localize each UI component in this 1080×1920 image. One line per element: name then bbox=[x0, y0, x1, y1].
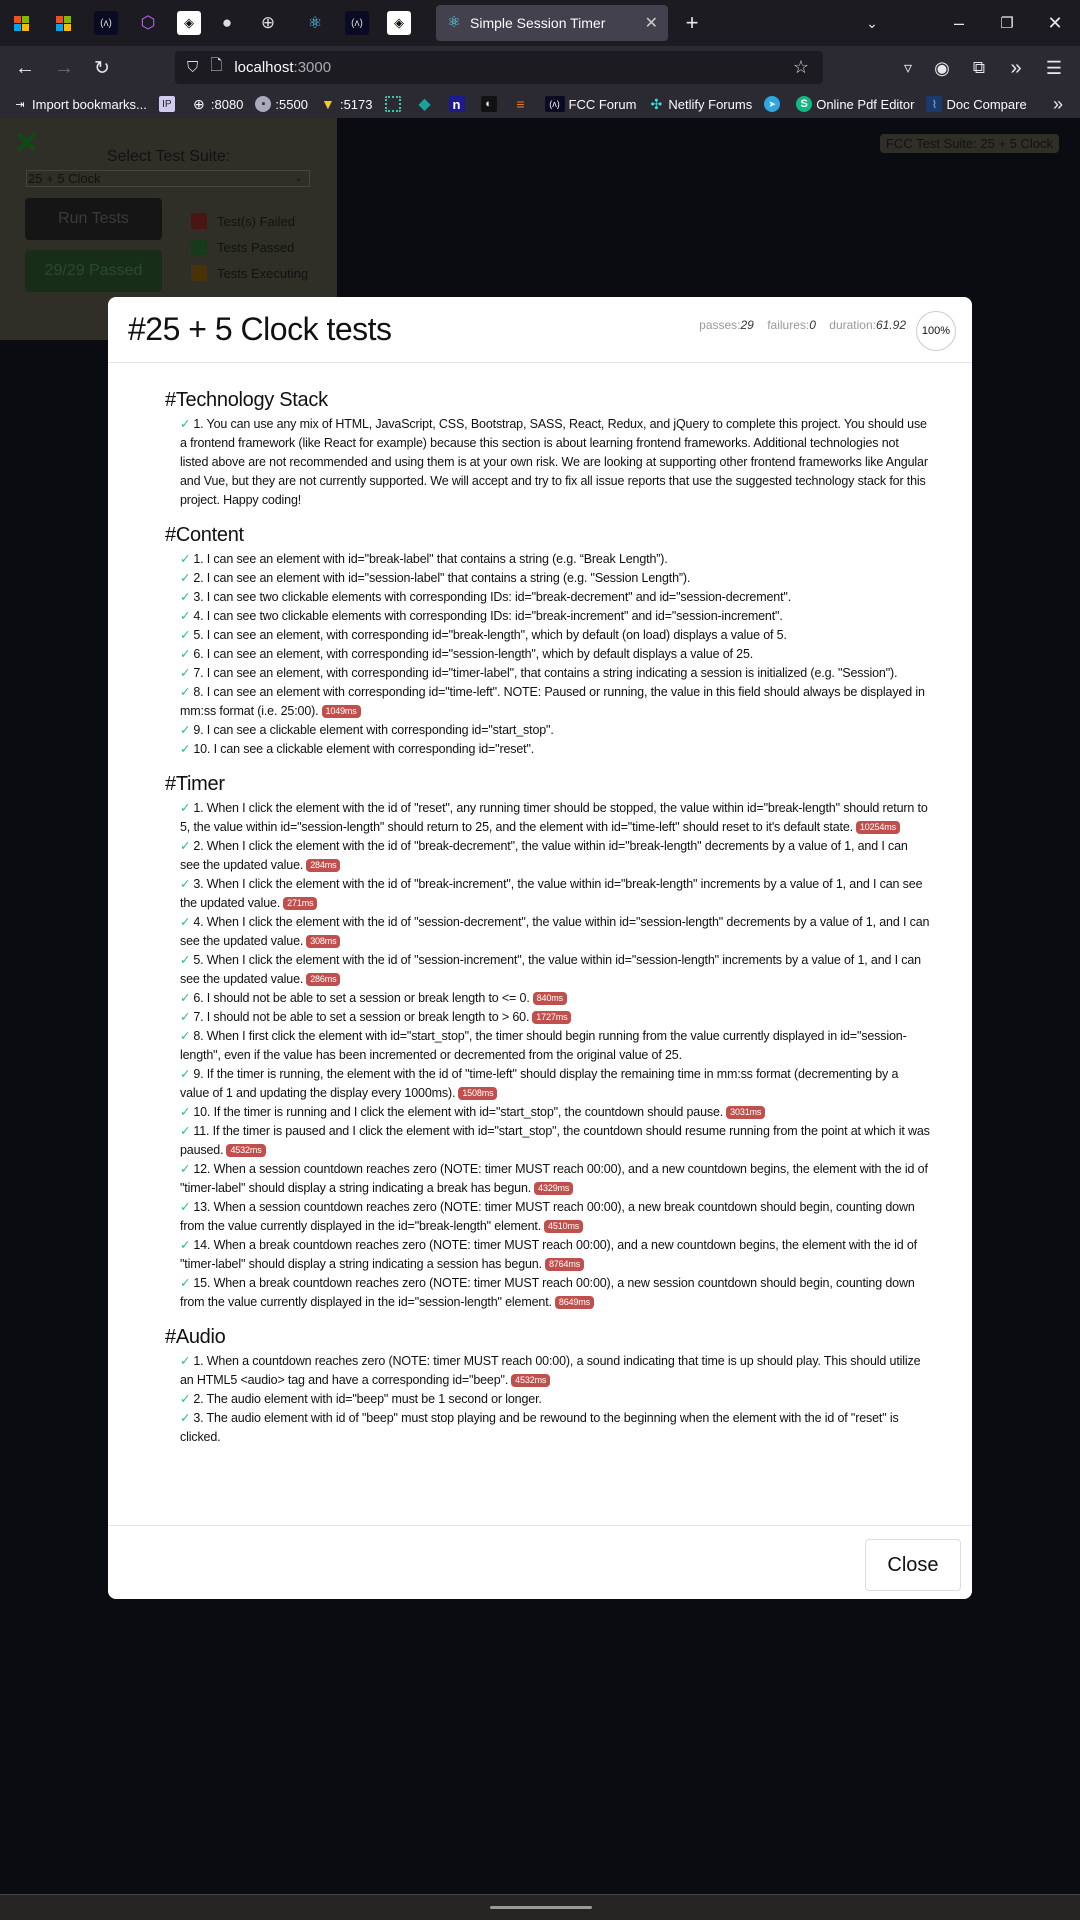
puzzle-icon: ⧉ bbox=[972, 58, 986, 77]
check-icon: ✓ bbox=[180, 801, 191, 815]
legend-swatch bbox=[191, 213, 207, 229]
restore-icon: ❐ bbox=[1000, 15, 1014, 32]
pinned-tab-react[interactable] bbox=[303, 11, 327, 35]
test-text: 11. If the timer is paused and I click the element with id="start_stop", the countdown should resume running from the point at which it was paused. bbox=[180, 1124, 930, 1157]
bookmark-label: Netlify Forums bbox=[668, 96, 753, 112]
bookmark-import[interactable] bbox=[12, 96, 147, 112]
test-text: 15. When a break countdown reaches zero (NOTE: timer MUST reach 00:00), a new session countdown should begin, counting down from the value currently displayed in the id="session-length" element. bbox=[180, 1276, 915, 1309]
test-item bbox=[165, 721, 930, 740]
duration-badge: 271ms bbox=[283, 897, 317, 910]
bookmark-label: :5173 bbox=[339, 96, 373, 112]
bookmark-8080[interactable] bbox=[191, 96, 244, 112]
test-text: 10. I can see a clickable element with corresponding id="reset". bbox=[193, 742, 535, 756]
new-tab-button[interactable] bbox=[680, 11, 704, 35]
legend-failed bbox=[191, 213, 295, 229]
test-item bbox=[165, 1352, 930, 1390]
check-icon: ✓ bbox=[180, 666, 191, 680]
test-text: 1. You can use any mix of HTML, JavaScript, CSS, Bootstrap, SASS, React, Redux, and jQuery to complete this project. You should use a frontend framework (like React for example) because this section is about learning frontend frameworks. Additional technologies not listed above are not recommended and using them is at your own risk. We are looking at supporting other frontend frameworks like Angular and Vue, but they are not currently supported. We will accept and try to fix all issue reports that use the suggested technology stack for this project. Happy coding! bbox=[180, 417, 928, 507]
test-section bbox=[165, 524, 930, 759]
n-icon: n bbox=[449, 96, 465, 112]
test-text: 2. When I click the element with the id of "break-decrement", the value within id="break-length" decrements by a value of 1, and I can see the updated value. bbox=[180, 839, 908, 872]
test-text: 7. I can see an element, with corresponding id="timer-label", that contains a string indicating a session is initialized (e.g. "Session"). bbox=[193, 666, 898, 680]
test-item bbox=[165, 1236, 930, 1274]
minimize-icon: – bbox=[953, 12, 964, 33]
duration-badge: 4329ms bbox=[534, 1182, 573, 1195]
section-title: #Technology Stack bbox=[165, 389, 328, 411]
test-text: 1. I can see an element with id="break-label" that contains a string (e.g. “Break Length”). bbox=[193, 552, 668, 566]
double-chevron-icon: » bbox=[1052, 93, 1063, 114]
react-icon: ⚛ bbox=[307, 15, 323, 32]
legend-executing bbox=[191, 265, 308, 281]
reload-icon: ↻ bbox=[94, 57, 110, 79]
check-icon: ✓ bbox=[180, 915, 191, 929]
test-item bbox=[165, 664, 930, 683]
check-icon: ✓ bbox=[180, 590, 191, 604]
modal-header bbox=[108, 297, 972, 363]
duration-badge: 1049ms bbox=[322, 705, 361, 718]
duration-value: 61.92 bbox=[875, 318, 906, 332]
react-icon: ⚛ bbox=[447, 14, 461, 31]
test-item bbox=[165, 837, 930, 875]
pinned-tab-codepen-2[interactable] bbox=[387, 11, 411, 35]
bookmark-5500[interactable] bbox=[255, 96, 308, 112]
pocket-icon: ▿ bbox=[903, 60, 913, 77]
check-icon: ✓ bbox=[180, 1238, 191, 1252]
github-icon: ● bbox=[221, 13, 233, 32]
bookmark-label: :5500 bbox=[275, 96, 308, 112]
bookmark-label: Online Pdf Editor bbox=[816, 96, 915, 112]
duration-badge: 284ms bbox=[306, 859, 340, 872]
check-icon: ✓ bbox=[180, 839, 191, 853]
globe-icon: ⊕ bbox=[193, 95, 205, 112]
duration-badge: 4532ms bbox=[226, 1144, 265, 1157]
check-icon: ✓ bbox=[180, 877, 191, 891]
pinned-tab-globe[interactable] bbox=[256, 11, 280, 35]
duration-badge: 308ms bbox=[306, 935, 340, 948]
test-text: 2. I can see an element with id="session-label" that contains a string (e.g. "Session Length”). bbox=[193, 571, 691, 585]
test-item bbox=[165, 1027, 930, 1065]
duration-label: duration: bbox=[829, 318, 876, 332]
pinned-tab-freecodecamp-2[interactable] bbox=[345, 11, 369, 35]
minimize-button[interactable] bbox=[947, 11, 971, 35]
bookmark-label: FCC Forum bbox=[568, 96, 637, 112]
app-menu-button[interactable] bbox=[1042, 56, 1066, 80]
chevron-down-icon: ⌄ bbox=[866, 14, 878, 31]
test-text: 1. When I click the element with the id of "reset", any running timer should be stopped, the value within id="break-length" should return to 5, the value within id="session-length" should return to 25, and the element with id="time-left" should reset to it's default state. bbox=[180, 801, 928, 834]
globe-icon: ⊕ bbox=[260, 13, 276, 32]
pinned-tab-github[interactable] bbox=[215, 11, 239, 35]
doc-compare-icon: ⌇ bbox=[926, 96, 942, 112]
check-icon: ✓ bbox=[180, 647, 191, 661]
check-icon: ✓ bbox=[180, 1411, 191, 1425]
chevron-down-icon: ⌄ bbox=[294, 173, 303, 184]
taskbar-handle[interactable] bbox=[490, 1906, 592, 1909]
check-icon: ✓ bbox=[180, 1010, 191, 1024]
diamond-icon: ◆ bbox=[418, 96, 431, 113]
close-tab-icon[interactable]: ✕ bbox=[644, 15, 658, 32]
test-item bbox=[165, 989, 930, 1008]
telegram-icon: ➤ bbox=[764, 96, 780, 112]
legend-label: Test(s) Failed bbox=[217, 213, 296, 229]
microsoft-icon bbox=[56, 16, 71, 31]
test-item bbox=[165, 799, 930, 837]
list-tabs-button[interactable] bbox=[860, 11, 884, 35]
duration-badge: 4510ms bbox=[544, 1220, 583, 1233]
bookmark-telegram[interactable] bbox=[764, 96, 784, 112]
bookmark-netlify-forums[interactable] bbox=[648, 96, 752, 112]
url-bar[interactable] bbox=[175, 51, 823, 84]
test-text: 2. The audio element with id="beep" must be 1 second or longer. bbox=[193, 1392, 542, 1406]
tests-result-button[interactable]: 29/29 Passed bbox=[25, 250, 162, 292]
stackoverflow-icon: ≡ bbox=[516, 96, 525, 112]
test-text: 5. When I click the element with the id of "session-increment", the value within id="session-length" increments by a value of 1, and I can see the updated value. bbox=[180, 953, 921, 986]
failures-value: 0 bbox=[809, 318, 816, 332]
vite-icon: ▼ bbox=[321, 96, 335, 112]
test-item bbox=[165, 645, 930, 664]
test-text: 6. I can see an element, with corresponding id="session-length", which by default displays a value of 25. bbox=[193, 647, 754, 661]
check-icon: ✓ bbox=[180, 571, 191, 585]
test-item bbox=[165, 913, 930, 951]
s-icon: S bbox=[796, 96, 812, 112]
legend-passed bbox=[191, 239, 294, 255]
active-tab[interactable] bbox=[436, 5, 668, 41]
test-item bbox=[165, 569, 930, 588]
check-icon: ✓ bbox=[180, 1200, 191, 1214]
check-icon: ✓ bbox=[180, 628, 191, 642]
test-text: 3. The audio element with id of "beep" must stop playing and be rewound to the beginning when the element with the id of "reset" is clicked. bbox=[180, 1411, 899, 1444]
check-icon: ✓ bbox=[180, 1392, 191, 1406]
test-text: 3. I can see two clickable elements with corresponding IDs: id="break-decrement" and id="session-decrement". bbox=[193, 590, 792, 604]
account-button[interactable] bbox=[930, 56, 954, 80]
pinned-tab-microsoft-2[interactable] bbox=[51, 11, 75, 35]
check-icon: ✓ bbox=[180, 723, 191, 737]
section-title: #Audio bbox=[165, 1326, 226, 1348]
test-item bbox=[165, 1409, 930, 1447]
test-text: 13. When a session countdown reaches zero (NOTE: timer MUST reach 00:00), a new break countdown should begin, counting down from the value currently displayed in the id="break-length" element. bbox=[180, 1200, 915, 1233]
netlify-icon: ✣ bbox=[650, 95, 663, 112]
legend-swatch bbox=[191, 239, 207, 255]
check-icon: ✓ bbox=[180, 742, 191, 756]
passes-value: 29 bbox=[740, 318, 754, 332]
close-icon: ✕ bbox=[1047, 12, 1063, 33]
progress-percent: 100% bbox=[916, 311, 956, 351]
pinned-tab-freecodecamp[interactable] bbox=[94, 11, 118, 35]
freecodecamp-icon: (ʌ) bbox=[351, 17, 363, 29]
test-text: 5. I can see an element, with corresponding id="break-length", which by default (on load) displays a value of 5. bbox=[193, 628, 787, 642]
check-icon: ✓ bbox=[180, 1105, 191, 1119]
duration-badge: 4532ms bbox=[511, 1374, 550, 1387]
test-item bbox=[165, 1160, 930, 1198]
test-section bbox=[165, 773, 930, 1312]
bookmark-5173[interactable] bbox=[320, 96, 373, 112]
bookmarks-overflow-button[interactable] bbox=[1046, 92, 1070, 116]
test-item bbox=[165, 588, 930, 607]
bookmark-star-icon[interactable]: ☆ bbox=[792, 57, 809, 77]
server-icon: ▪ bbox=[255, 96, 271, 112]
duration-badge: 840ms bbox=[533, 992, 567, 1005]
test-text: 4. I can see two clickable elements with corresponding IDs: id="break-increment" and id="session-increment". bbox=[193, 609, 783, 623]
freecodecamp-icon: (ʌ) bbox=[545, 96, 565, 112]
failures-label: failures: bbox=[767, 318, 810, 332]
check-icon: ✓ bbox=[180, 552, 191, 566]
check-icon: ✓ bbox=[180, 1067, 191, 1081]
bookmark-n[interactable] bbox=[449, 96, 469, 112]
modal-footer bbox=[108, 1525, 972, 1599]
pinned-tab-microsoft[interactable] bbox=[9, 11, 33, 35]
test-text: 7. I should not be able to set a session or break length to > 60. bbox=[193, 1010, 530, 1024]
navigation-bar bbox=[0, 46, 1080, 90]
bookmark-online-pdf-editor[interactable] bbox=[796, 96, 914, 112]
test-stats bbox=[699, 318, 906, 332]
back-button[interactable] bbox=[13, 56, 37, 80]
test-item bbox=[165, 607, 930, 626]
check-icon: ✓ bbox=[180, 1029, 191, 1043]
check-icon: ✓ bbox=[180, 953, 191, 967]
tab-title: Simple Session Timer bbox=[470, 15, 606, 31]
taskbar bbox=[0, 1894, 1080, 1920]
url-host: localhost bbox=[234, 59, 294, 76]
freecodecamp-icon: (ʌ) bbox=[100, 17, 112, 29]
bookmarks-toolbar bbox=[0, 90, 1080, 118]
shield-icon: ⛉ bbox=[187, 59, 199, 76]
test-item bbox=[165, 550, 930, 569]
close-window-button[interactable] bbox=[1043, 11, 1067, 35]
forward-button[interactable] bbox=[52, 56, 76, 80]
check-icon: ✓ bbox=[180, 685, 191, 699]
test-item bbox=[165, 1198, 930, 1236]
test-item bbox=[165, 875, 930, 913]
test-item bbox=[165, 1065, 930, 1103]
bookmark-diamond[interactable] bbox=[417, 96, 437, 112]
legend-label: Tests Executing bbox=[217, 265, 309, 281]
test-section bbox=[165, 1326, 930, 1447]
test-item bbox=[165, 683, 930, 721]
arrow-right-icon: → bbox=[54, 56, 74, 79]
hamburger-icon: ☰ bbox=[1045, 57, 1063, 78]
test-item bbox=[165, 1103, 930, 1122]
pocket-button[interactable] bbox=[896, 56, 920, 80]
close-icon[interactable]: ✕ bbox=[14, 127, 40, 160]
check-icon: ✓ bbox=[180, 609, 191, 623]
reload-button[interactable] bbox=[90, 56, 114, 80]
select-test-suite-label: Select Test Suite: bbox=[106, 148, 231, 165]
duration-badge: 8764ms bbox=[545, 1258, 584, 1271]
test-item bbox=[165, 626, 930, 645]
test-text: 12. When a session countdown reaches zero (NOTE: timer MUST reach 00:00), and a new countdown begins, the element with the id of "timer-label" should display a string indicating a break has begun. bbox=[180, 1162, 928, 1195]
test-item bbox=[165, 415, 930, 510]
check-icon: ✓ bbox=[180, 1124, 191, 1138]
test-text: 10. If the timer is running and I click the element with id="start_stop", the countdown should pause. bbox=[193, 1105, 724, 1119]
duration-badge: 1508ms bbox=[458, 1087, 497, 1100]
bookmark-label: :8080 bbox=[210, 96, 244, 112]
close-button[interactable]: Close bbox=[865, 1539, 961, 1591]
modal-body bbox=[108, 363, 972, 1447]
bookmark-stackoverflow[interactable] bbox=[513, 96, 533, 112]
check-icon: ✓ bbox=[180, 1354, 191, 1368]
cube-icon: ⬡ bbox=[140, 13, 156, 32]
test-text: 14. When a break countdown reaches zero (NOTE: timer MUST reach 00:00), and a new countdown begins, the element with the id of "timer-label" should display a string indicating a session has begun. bbox=[180, 1238, 917, 1271]
legend-label: Tests Passed bbox=[217, 239, 295, 255]
page-icon: 🗋 bbox=[210, 57, 223, 74]
microsoft-icon bbox=[14, 16, 29, 31]
page-viewport bbox=[0, 118, 1080, 1894]
duration-badge: 10254ms bbox=[856, 821, 900, 834]
check-icon: ✓ bbox=[180, 1276, 191, 1290]
run-tests-button[interactable]: Run Tests bbox=[25, 198, 162, 240]
passes-label: passes: bbox=[699, 318, 741, 332]
arrow-left-icon: ← bbox=[15, 56, 35, 79]
test-text: 4. When I click the element with the id of "session-decrement", the value within id="session-length" decrements by a value of 1, and I can see the updated value. bbox=[180, 915, 930, 948]
section-title: #Content bbox=[165, 524, 244, 546]
codepen-icon: ◈ bbox=[184, 15, 194, 30]
test-text: 9. I can see a clickable element with corresponding id="start_stop". bbox=[193, 723, 554, 737]
bookmark-label: Doc Compare bbox=[946, 96, 1027, 112]
test-text: 6. I should not be able to set a session or break length to <= 0. bbox=[193, 991, 530, 1005]
bookmark-label: Import bookmarks... bbox=[32, 96, 147, 112]
test-text: 8. When I first click the element with id="start_stop", the timer should begin running from the value currently displayed in id="session-length", even if the value has been incremented or decremented from the original value of 25. bbox=[180, 1029, 907, 1062]
section-title: #Timer bbox=[165, 773, 225, 795]
frame-icon bbox=[385, 96, 401, 112]
duration-badge: 286ms bbox=[306, 973, 340, 986]
test-item bbox=[165, 1008, 930, 1027]
edit-icon: ◐ bbox=[481, 96, 497, 112]
test-results-modal bbox=[108, 297, 972, 1599]
double-chevron-icon: » bbox=[1010, 56, 1022, 79]
check-icon: ✓ bbox=[180, 991, 191, 1005]
fcc-test-suite-badge[interactable]: FCC Test Suite: 25 + 5 Clock bbox=[880, 134, 1059, 153]
test-text: 3. When I click the element with the id of "break-increment", the value within id="break-length" increments by a value of 1, and I can see the updated value. bbox=[180, 877, 923, 910]
bookmark-doc-compare[interactable] bbox=[926, 96, 1026, 112]
legend-swatch bbox=[191, 265, 207, 281]
test-item bbox=[165, 1274, 930, 1312]
bookmark-edit[interactable] bbox=[481, 96, 501, 112]
url-port: :3000 bbox=[293, 59, 332, 76]
check-icon: ✓ bbox=[180, 1162, 191, 1176]
account-icon: ◉ bbox=[934, 57, 950, 78]
check-icon: ✓ bbox=[180, 417, 191, 431]
duration-badge: 1727ms bbox=[532, 1011, 571, 1024]
test-item bbox=[165, 1390, 930, 1409]
test-item bbox=[165, 951, 930, 989]
extensions-button[interactable] bbox=[967, 56, 991, 80]
bookmark-ip[interactable] bbox=[159, 96, 179, 112]
bookmark-frame[interactable] bbox=[385, 96, 405, 112]
selected-suite: 25 + 5 Clock bbox=[28, 171, 101, 186]
pinned-tab-cube[interactable] bbox=[136, 11, 160, 35]
codepen-icon: ◈ bbox=[394, 15, 404, 30]
test-text: 1. When a countdown reaches zero (NOTE: timer MUST reach 00:00), a sound indicating that time is up should play. This should utilize an HTML5 <audio> tag and have a corresponding id="beep". bbox=[180, 1354, 921, 1387]
test-suite-select[interactable] bbox=[26, 170, 310, 187]
ip-icon: IP bbox=[159, 96, 175, 112]
test-item bbox=[165, 740, 930, 759]
modal-title: #25 + 5 Clock tests bbox=[128, 311, 392, 347]
import-icon: ⇥ bbox=[15, 98, 25, 111]
plus-icon: + bbox=[685, 10, 699, 35]
duration-badge: 8649ms bbox=[555, 1296, 594, 1309]
test-text: 9. If the timer is running, the element with the id of "time-left" should display the remaining time in mm:ss format (decrementing by a value of 1 and updating the display every 1000ms). bbox=[180, 1067, 899, 1100]
test-item bbox=[165, 1122, 930, 1160]
test-text: 8. I can see an element with corresponding id="time-left". NOTE: Paused or running, the value in this field should always be displayed in mm:ss format (i.e. 25:00). bbox=[180, 685, 925, 718]
restore-button[interactable] bbox=[995, 11, 1019, 35]
tab-strip bbox=[0, 0, 1080, 46]
bookmark-fcc-forum[interactable] bbox=[545, 96, 637, 112]
duration-badge: 3031ms bbox=[726, 1106, 765, 1119]
overflow-menu-button[interactable] bbox=[1004, 56, 1028, 80]
pinned-tab-codepen[interactable] bbox=[177, 11, 201, 35]
test-section bbox=[165, 389, 930, 510]
